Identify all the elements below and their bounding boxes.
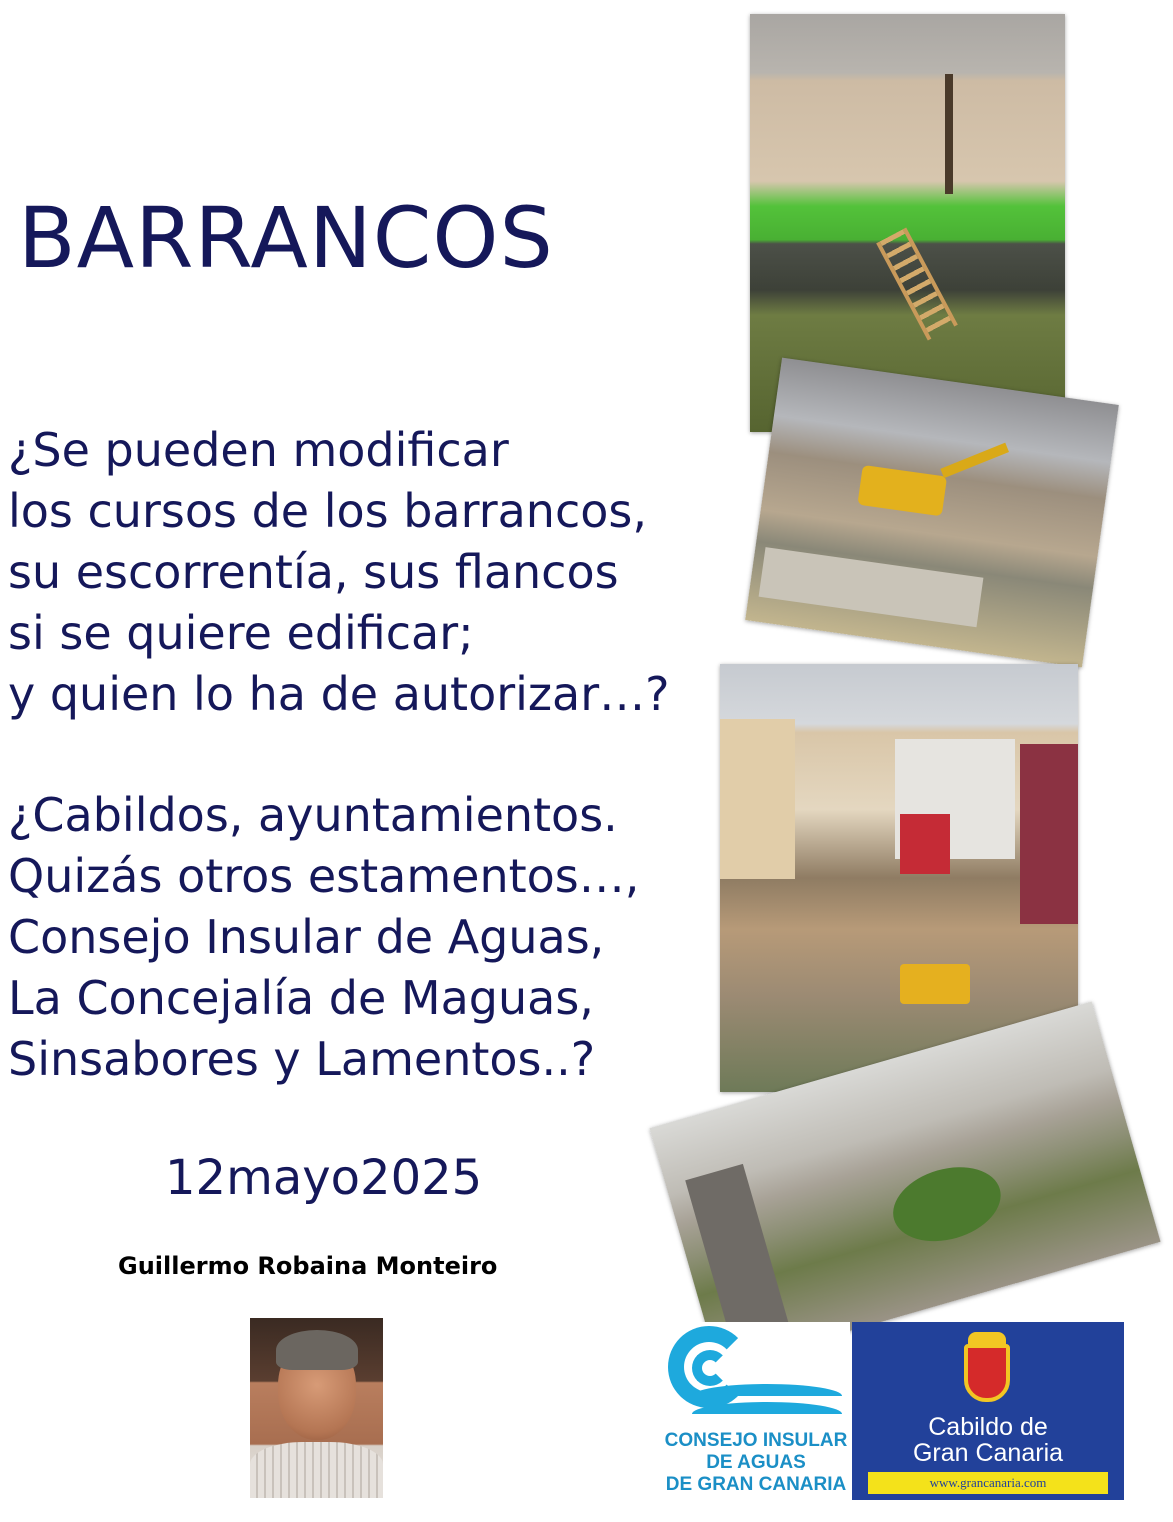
logo-text-line: CONSEJO INSULAR bbox=[664, 1430, 848, 1451]
poem-line: su escorrentía, sus flancos bbox=[8, 545, 619, 599]
portrait-shirt bbox=[250, 1442, 383, 1498]
logo-text-line: DE GRAN CANARIA bbox=[665, 1474, 847, 1495]
portrait-hair bbox=[276, 1330, 358, 1370]
building bbox=[900, 814, 950, 874]
consejo-insular-aguas-logo bbox=[662, 1322, 850, 1498]
poem-line: los cursos de los barrancos, bbox=[8, 484, 647, 538]
poem-line: Quizás otros estamentos…, bbox=[8, 849, 640, 903]
cabildo-name-line: Gran Canaria bbox=[912, 1439, 1064, 1467]
graffiti-wall bbox=[759, 547, 984, 627]
poem-line: Sinsabores y Lamentos..? bbox=[8, 1032, 596, 1086]
building bbox=[720, 719, 795, 879]
poem-line: y quien lo ha de autorizar…? bbox=[8, 667, 670, 721]
ladder bbox=[876, 227, 958, 340]
drill-rig bbox=[945, 74, 953, 194]
poem-stanza-1 bbox=[8, 420, 670, 725]
cabildo-name bbox=[852, 1414, 1124, 1466]
cabildo-name-line: Cabildo de bbox=[928, 1413, 1048, 1441]
excavator-arm bbox=[940, 443, 1009, 478]
poem-stanza-2 bbox=[8, 785, 639, 1090]
page-title: BARRANCOS bbox=[18, 189, 554, 287]
bulldozer bbox=[900, 964, 970, 1004]
poem-line: si se quiere edificar; bbox=[8, 606, 474, 660]
author-name: Guillermo Robaina Monteiro bbox=[118, 1252, 498, 1280]
building bbox=[1020, 744, 1078, 924]
excavator bbox=[857, 465, 947, 516]
poem-line: ¿Se pueden modificar bbox=[8, 423, 509, 477]
cabildo-gran-canaria-logo bbox=[852, 1322, 1124, 1500]
poem-line: ¿Cabildos, ayuntamientos. bbox=[8, 788, 618, 842]
poem-line: Consejo Insular de Aguas, bbox=[8, 910, 605, 964]
author-portrait bbox=[250, 1318, 383, 1498]
cabildo-url: www.grancanaria.com bbox=[929, 1475, 1047, 1490]
photo-excavator bbox=[745, 358, 1119, 668]
logo-wave-inner-icon bbox=[692, 1350, 728, 1386]
bush bbox=[884, 1155, 1009, 1253]
poem-line: La Concejalía de Maguas, bbox=[8, 971, 594, 1025]
logo-text-line: DE AGUAS bbox=[706, 1452, 806, 1473]
coat-of-arms-icon bbox=[964, 1344, 1010, 1402]
date-text: 12mayo2025 bbox=[165, 1150, 483, 1206]
